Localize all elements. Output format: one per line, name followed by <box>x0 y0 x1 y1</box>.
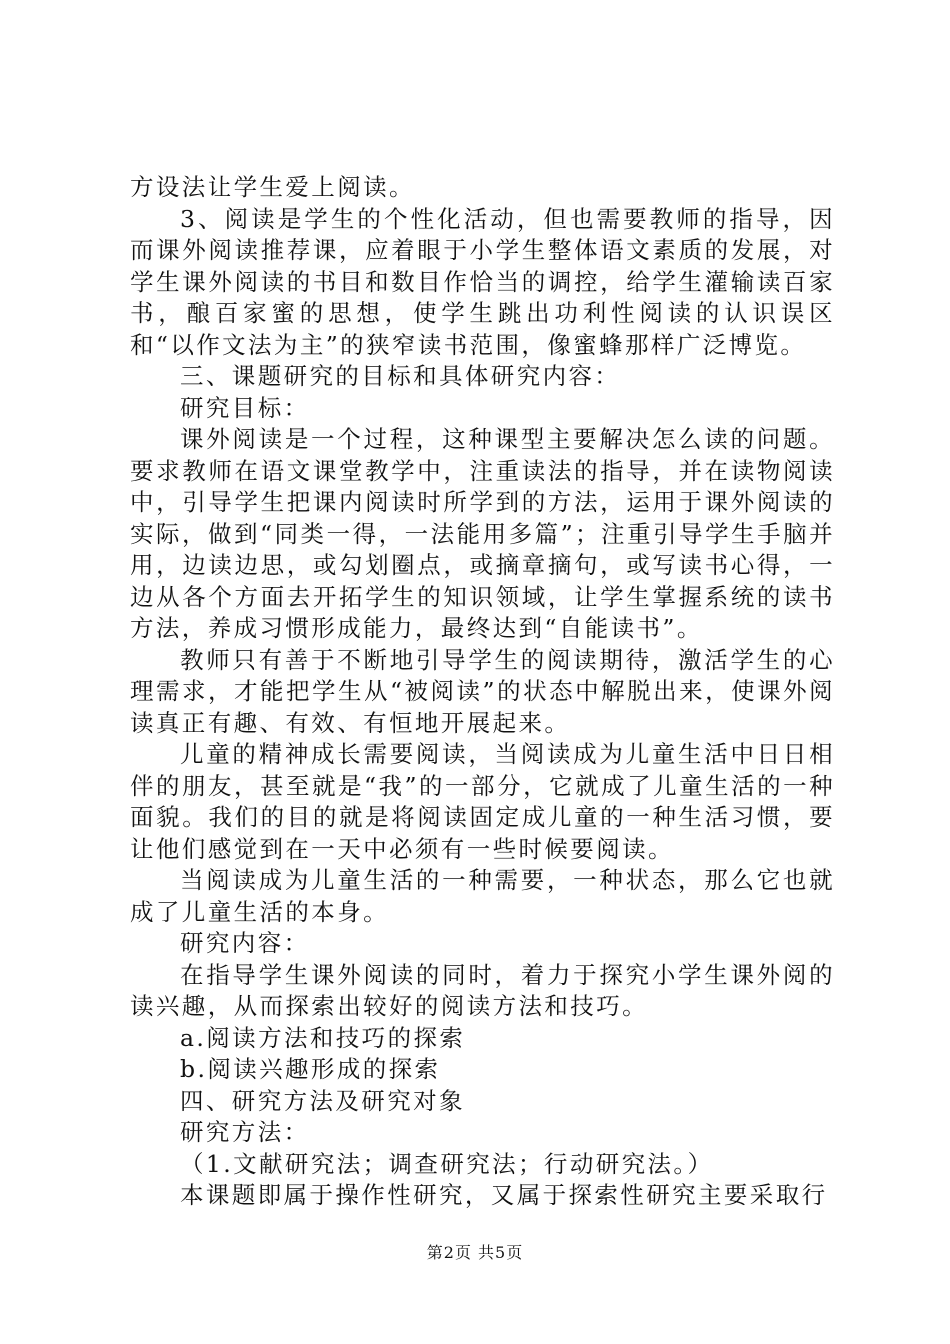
paragraph: 本课题即属于操作性研究，又属于探索性研究主要采取行 <box>180 1181 828 1209</box>
subheading: 研究目标： <box>180 393 310 422</box>
section-heading: 四、研究方法及研究对象 <box>180 1086 465 1115</box>
list-item: b.阅读兴趣形成的探索 <box>180 1055 441 1083</box>
section-heading: 三、课题研究的目标和具体研究内容： <box>180 362 621 390</box>
list-item: a.阅读方法和技巧的探索 <box>180 1023 466 1052</box>
paragraph: 教师只有善于不断地引导学生的阅读期待，激活学生的心理需求，才能把学生从“被阅读”的状态中解脱出来，使课外阅读真正有趣、有效、有恒地开展起来。 <box>130 645 835 737</box>
page-footer: 第2页 共5页 <box>426 1243 524 1262</box>
document-body <box>130 172 835 1212</box>
subheading: 研究内容： <box>180 929 310 957</box>
paragraph: 当阅读成为儿童生活的一种需要，一种状态，那么它也就成了儿童生活的本身。 <box>130 866 835 926</box>
paragraph: 课外阅读是一个过程，这种课型主要解决怎么读的问题。要求教师在语文课堂教学中，注重读法的指导，并在读物阅读中，引导学生把课内阅读时所学到的方法，运用于课外阅读的实际，做到“同类一得，一法能用多篇”；注重引导学生手脑并用，边读边思，或勾划圈点，或摘章摘句，或写读书心得，一边从各个方面去开拓学生的知识领域，让学生掌握系统的读书方法，养成习惯形成能力，最终达到“自能读书”。 <box>130 425 835 642</box>
paragraph: 儿童的精神成长需要阅读，当阅读成为儿童生活中日日相伴的朋友，甚至就是“我”的一部分，它就成了儿童生活的一种面貌。我们的目的就是将阅读固定成儿童的一种生活习惯，要让他们感觉到在一天中必须有一些时候要阅读。 <box>130 740 835 863</box>
subheading: 研究方法： <box>180 1118 310 1146</box>
paragraph: 3、阅读是学生的个性化活动，但也需要教师的指导，因而课外阅读推荐课，应着眼于小学生整体语文素质的发展，对学生课外阅读的书目和数目作恰当的调控，给学生灌输读百家书，酿百家蜜的思想，使学生跳出功利性阅读的认识误区和“以作文法为主”的狭窄读书范围，像蜜蜂那样广泛博览。 <box>130 204 835 359</box>
paragraph: （1.文献研究法；调查研究法；行动研究法。） <box>180 1149 714 1178</box>
paragraph: 在指导学生课外阅读的同时，着力于探究小学生课外阅的读兴趣，从而探索出较好的阅读方法和技巧。 <box>130 960 835 1020</box>
paragraph: 方设法让学生爱上阅读。 <box>130 173 415 201</box>
